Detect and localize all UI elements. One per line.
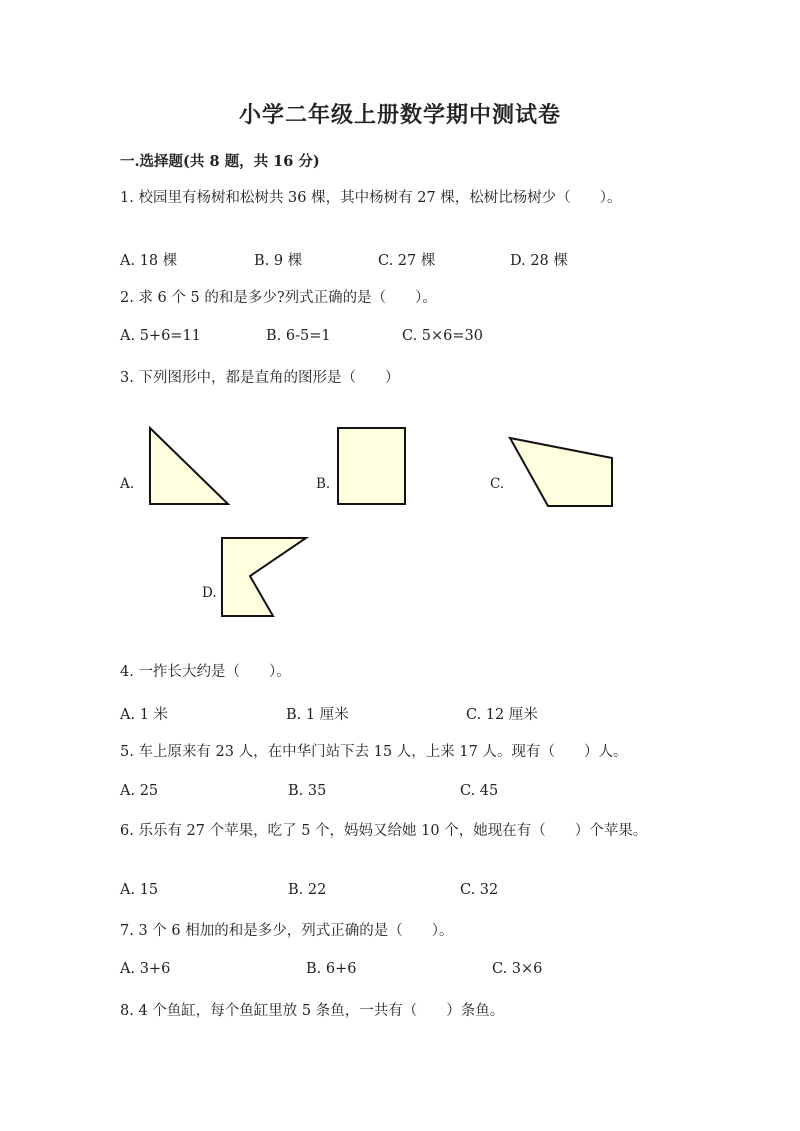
q4-option-c[interactable]: C. 12 厘米 [466, 707, 538, 723]
question-1: 1. 校园里有杨树和松树共 36 棵，其中杨树有 27 棵，松树比杨树少（ ）。 [120, 190, 622, 206]
q6-option-b[interactable]: B. 22 [288, 882, 327, 898]
section-heading: 一.选择题(共 8 题，共 16 分) [120, 153, 320, 170]
right-triangle-figure [140, 420, 240, 515]
q7-option-a[interactable]: A. 3+6 [120, 961, 171, 977]
trapezoid-figure [504, 430, 624, 515]
q5-option-b[interactable]: B. 35 [288, 783, 327, 799]
question-8: 8. 4 个鱼缸，每个鱼缸里放 5 条鱼，一共有（ ）条鱼。 [120, 1003, 505, 1019]
q2-option-b[interactable]: B. 6-5=1 [266, 328, 331, 344]
question-4: 4. 一拃长大约是（ ）。 [120, 664, 291, 680]
q2-option-c[interactable]: C. 5×6=30 [402, 328, 483, 344]
q2-option-a[interactable]: A. 5+6=11 [120, 328, 201, 344]
rectangle-figure [330, 420, 420, 515]
q1-option-d[interactable]: D. 28 棵 [510, 253, 568, 269]
q3-option-c[interactable]: C. [490, 476, 505, 492]
q1-option-c[interactable]: C. 27 棵 [378, 253, 436, 269]
concave-pentagon-figure [216, 530, 316, 625]
question-2: 2. 求 6 个 5 的和是多少?列式正确的是（ ）。 [120, 290, 437, 306]
q4-option-a[interactable]: A. 1 米 [120, 707, 169, 723]
page-title: 小学二年级上册数学期中测试卷 [238, 102, 561, 128]
q4-option-b[interactable]: B. 1 厘米 [286, 707, 349, 723]
q6-option-c[interactable]: C. 32 [460, 882, 499, 898]
q3-option-b[interactable]: B. [316, 476, 331, 492]
q5-option-c[interactable]: C. 45 [460, 783, 499, 799]
q6-option-a[interactable]: A. 15 [120, 882, 159, 898]
question-3: 3. 下列图形中，都是直角的图形是（ ） [120, 370, 400, 386]
q7-option-b[interactable]: B. 6+6 [306, 961, 357, 977]
q7-option-c[interactable]: C. 3×6 [492, 961, 543, 977]
q3-option-d[interactable]: D. [202, 585, 217, 601]
q3-option-a[interactable]: A. [120, 476, 135, 492]
q5-option-a[interactable]: A. 25 [120, 783, 159, 799]
question-5: 5. 车上原来有 23 人，在中华门站下去 15 人，上来 17 人。现有（ ）人。 [120, 744, 628, 760]
question-6: 6. 乐乐有 27 个苹果，吃了 5 个，妈妈又给她 10 个，她现在有（ ）个苹果。 [120, 823, 648, 839]
q1-option-b[interactable]: B. 9 棵 [254, 253, 303, 269]
question-7: 7. 3 个 6 相加的和是多少，列式正确的是（ ）。 [120, 923, 454, 939]
q1-option-a[interactable]: A. 18 棵 [120, 253, 178, 269]
